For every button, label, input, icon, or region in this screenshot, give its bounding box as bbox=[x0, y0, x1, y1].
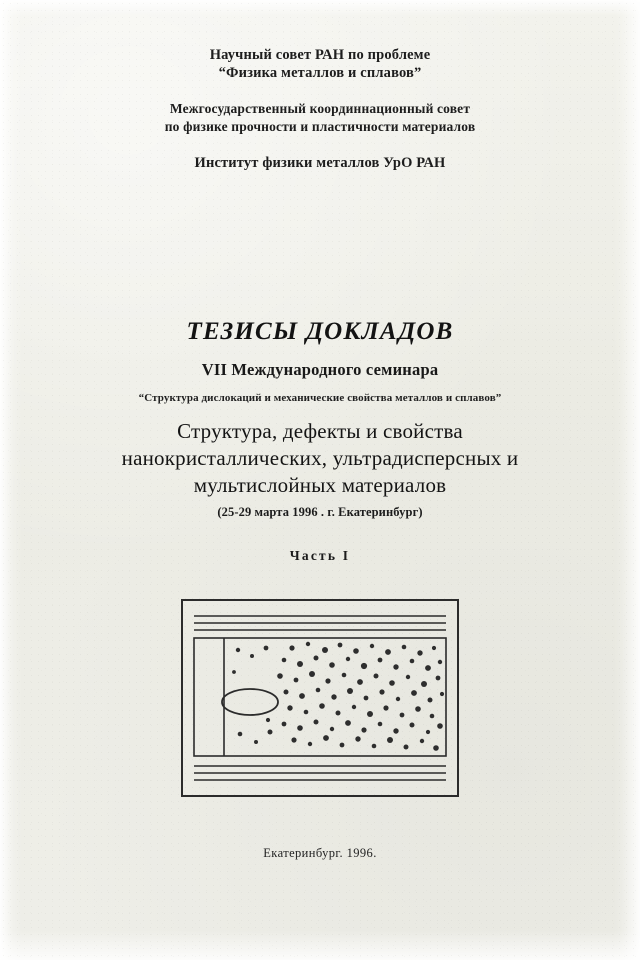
imprint: Екатеринбург. 1996. bbox=[263, 846, 377, 860]
organization-group-1 bbox=[60, 46, 580, 82]
page-content bbox=[0, 46, 640, 861]
seminar-subtitle: “Структура дислокаций и механические свойства металлов и сплавов” bbox=[138, 392, 502, 404]
event-dates: (25-29 марта 1996 . г. Екатеринбург) bbox=[217, 505, 423, 519]
topic-line: нанокристаллических, ультрадисперсных и bbox=[121, 446, 519, 470]
title-block bbox=[60, 318, 580, 564]
page-edge-top bbox=[0, 0, 640, 16]
organization-group-2 bbox=[60, 100, 580, 136]
topic-line: мультислойных материалов bbox=[193, 473, 447, 497]
layered-microstructure-illustration bbox=[180, 598, 460, 798]
topic-block bbox=[60, 418, 580, 499]
organization-line: Межгосударственный координнационный совет bbox=[169, 101, 471, 116]
organization-line: Научный совет РАН по проблеме bbox=[209, 47, 431, 63]
page-title: ТЕЗИСЫ ДОКЛАДОВ bbox=[186, 318, 454, 345]
topic-line: Структура, дефекты и свойства bbox=[177, 419, 463, 443]
volume-part: Часть I bbox=[289, 548, 351, 563]
organization-line: Институт физики металлов УрО РАН bbox=[194, 155, 446, 171]
organizations-block bbox=[60, 46, 580, 172]
seminar-number: VII Международного семинара bbox=[201, 360, 439, 379]
organization-line: “Физика металлов и сплавов” bbox=[218, 65, 422, 81]
figure-wrapper bbox=[60, 598, 580, 798]
organization-line: по физике прочности и пластичности материалов bbox=[164, 119, 476, 134]
organization-group-3 bbox=[60, 154, 580, 172]
page-edge-bottom bbox=[0, 930, 640, 960]
